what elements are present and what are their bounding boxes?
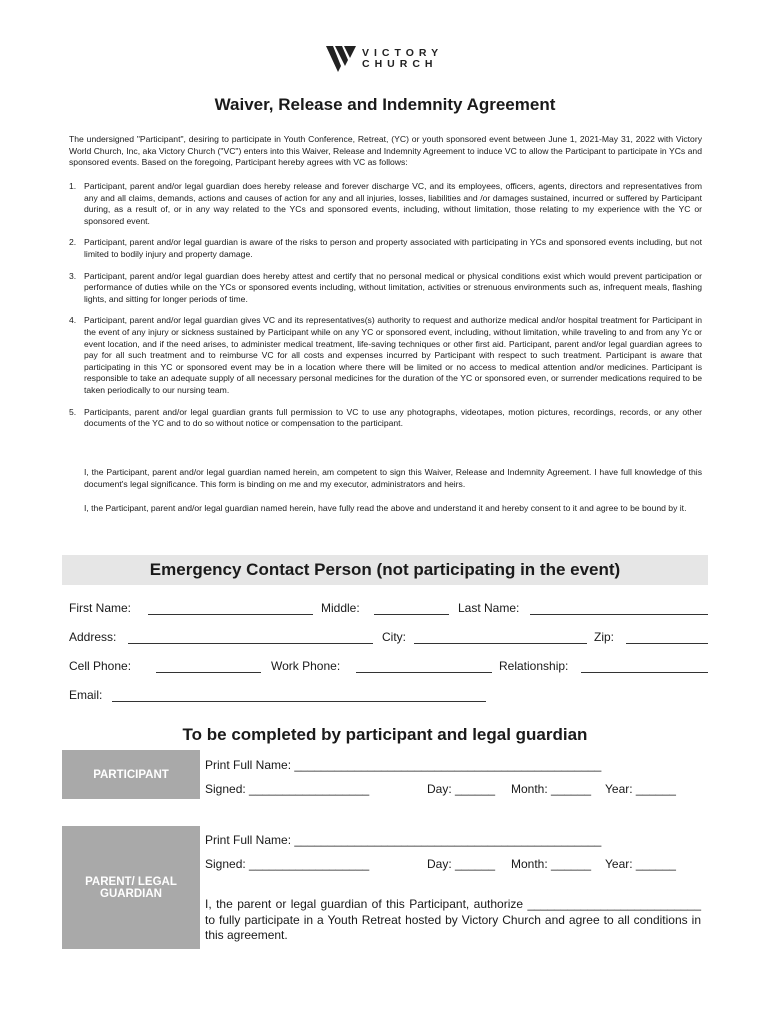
clause-list bbox=[69, 181, 702, 440]
guardian-label: PARENT/ LEGAL GUARDIAN bbox=[85, 875, 177, 900]
email-label: Email: bbox=[69, 688, 103, 702]
clause-item bbox=[69, 271, 702, 306]
first-name-label: First Name: bbox=[69, 601, 132, 615]
work-phone-label: Work Phone: bbox=[271, 659, 341, 673]
clause-item bbox=[69, 181, 702, 227]
clause-text: Participant, parent and/or legal guardian does hereby release and forever discharge VC, and its employees, officers, agents, directors and representatives from any and all claims, demands, actions and causes of action for any and all injuries, losses, liabilities and /or damages sustained, incurred or suffered by Participant during, as a result of, or in any way related to the YCs and sponsored events, including, without limitation, those relating to my experience with the YC or sponsored event. bbox=[84, 181, 702, 226]
victory-church-logo bbox=[326, 46, 443, 72]
clause-item bbox=[69, 407, 702, 430]
zip-label: Zip: bbox=[594, 630, 615, 644]
clause-item bbox=[69, 315, 702, 396]
city-label: City: bbox=[382, 630, 406, 644]
guardian-authorization: I, the parent or legal guardian of this Participant, authorize __________________________ to fully participate in a Youth Retreat hosted by Victory Church and agree to all conditions in this agreement. bbox=[205, 897, 701, 942]
address-field[interactable] bbox=[128, 643, 373, 644]
participant-month[interactable]: Month: ______ bbox=[511, 782, 592, 796]
logo-line-1: VICTORY bbox=[362, 47, 444, 59]
participant-signed[interactable]: Signed: __________________ bbox=[205, 782, 370, 796]
participant-year[interactable]: Year: ______ bbox=[605, 782, 676, 796]
guardian-month[interactable]: Month: ______ bbox=[511, 857, 592, 871]
middle-name-field[interactable] bbox=[374, 614, 449, 615]
email-field[interactable] bbox=[112, 701, 486, 702]
victory-logo-icon bbox=[326, 46, 356, 72]
zip-field[interactable] bbox=[626, 643, 708, 644]
intro-paragraph: The undersigned "Participant", desiring to participate in Youth Conference, Retreat, (YC) or youth sponsored event between June 1, 2021-May 31, 2022 with Victory World Church, Inc, aka Victory Church ("VC") enters into this Waiver, Release and Indemnity Agreement to induce VC to allow the Participant to participate in YCs and sponsored events. Based on the foregoing, Participant hereby agrees with VC as follows: bbox=[69, 134, 702, 168]
read-statement: I, the Participant, parent and/or legal guardian named herein, have fully read the above and understand it and hereby consent to it and agree to be bound by it. bbox=[84, 503, 687, 513]
clause-number: 3. bbox=[69, 270, 77, 281]
guardian-print-name[interactable]: Print Full Name: ______________________________________________ bbox=[205, 833, 602, 847]
guardian-day[interactable]: Day: ______ bbox=[427, 857, 496, 871]
participant-label-box bbox=[62, 750, 200, 799]
relationship-label: Relationship: bbox=[499, 659, 569, 673]
guardian-year[interactable]: Year: ______ bbox=[605, 857, 676, 871]
competent-statement: I, the Participant, parent and/or legal guardian named herein, am competent to sign this Waiver, Release and Indemnity Agreement. I have full knowledge of this document's legal significance. This form is binding on me and my executor, administrators and heirs. bbox=[84, 467, 702, 489]
clause-text: Participant, parent and/or legal guardian gives VC and its representatives(s) authority to request and authorize medical and/or hospital treatment for Participant in the event of any injury or sickness sustained by Participant while on any YC or sponsored event, including, without limitation, while traveling to and from any Yc or event location, and if the need arises, to administer medical treatment, life-saving techniques or other first aid. Participant, parent and/or legal guardian agrees to pay for all such treatment and to reimburse VC for all costs and expenses incurred by Participant with respect to such treatment. Participant is aware that participating in this YC or sponsored event may be in a location where there will be limited or no access to medical attention and/or medicines. Participant is responsible to take an adequate supply of all necessary personal medicines for the duration of the YC or sponsored even, or surrender medications required to be taken periodically to our nursing team. bbox=[84, 315, 702, 395]
address-label: Address: bbox=[69, 630, 117, 644]
participant-label: PARTICIPANT bbox=[93, 768, 169, 781]
guardian-signed[interactable]: Signed: __________________ bbox=[205, 857, 370, 871]
work-phone-field[interactable] bbox=[356, 672, 492, 673]
clause-number: 2. bbox=[69, 237, 77, 248]
participant-print-name[interactable]: Print Full Name: ______________________________________________ bbox=[205, 758, 602, 772]
logo-wordmark bbox=[362, 48, 443, 70]
cell-phone-label: Cell Phone: bbox=[69, 659, 132, 673]
document-title: Waiver, Release and Indemnity Agreement bbox=[214, 95, 556, 114]
cell-phone-field[interactable] bbox=[156, 672, 261, 673]
guardian-label-box bbox=[62, 826, 200, 949]
participant-day[interactable]: Day: ______ bbox=[427, 782, 496, 796]
clause-number: 5. bbox=[69, 406, 77, 417]
last-name-label: Last Name: bbox=[458, 601, 520, 615]
city-field[interactable] bbox=[414, 643, 587, 644]
relationship-field[interactable] bbox=[581, 672, 708, 673]
clause-text: Participant, parent and/or legal guardian is aware of the risks to person and property associated with participating in YCs and sponsored events including, but not limited to bodily injury and property damage. bbox=[84, 237, 702, 259]
signatures-heading: To be completed by participant and legal guardian bbox=[182, 725, 588, 744]
clause-item bbox=[69, 237, 702, 260]
clause-number: 4. bbox=[69, 315, 77, 326]
clause-text: Participants, parent and/or legal guardian grants full permission to VC to use any photographs, videotapes, motion pictures, recordings, records, or any other documents of the YC and to do so without notice or compensation to the participant. bbox=[84, 406, 702, 429]
clause-text: Participant, parent and/or legal guardian does hereby attest and certify that no personal medical or physical conditions exist which would prevent participation or performance of duties while on the YCs or sponsored events including, without limitation, activities or strenuous environments such as, infrequent meals, flashing lights, and sitting for longer periods of time. bbox=[84, 270, 702, 304]
middle-name-label: Middle: bbox=[321, 601, 360, 615]
clause-number: 1. bbox=[69, 181, 77, 191]
logo-line-2: CHURCH bbox=[362, 58, 438, 70]
first-name-field[interactable] bbox=[148, 614, 313, 615]
last-name-field[interactable] bbox=[530, 614, 708, 615]
emergency-contact-heading: Emergency Contact Person (not participating in the event) bbox=[62, 555, 708, 585]
